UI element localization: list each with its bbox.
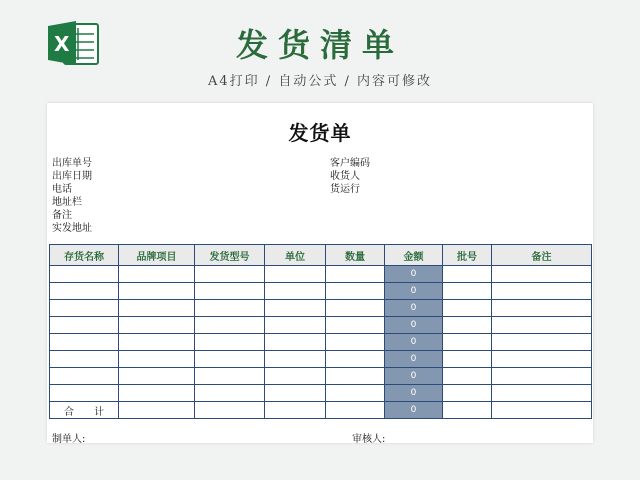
cell[interactable] (195, 283, 265, 300)
cell[interactable] (443, 385, 492, 402)
cell[interactable] (492, 300, 592, 317)
table-row (50, 385, 592, 402)
cell[interactable] (326, 283, 385, 300)
total-row (50, 402, 592, 419)
cell[interactable] (195, 317, 265, 334)
cell[interactable] (195, 385, 265, 402)
cell[interactable] (326, 385, 385, 402)
cell[interactable] (265, 385, 326, 402)
cell[interactable] (195, 300, 265, 317)
total-label: 合 计 (50, 402, 119, 419)
col-header: 数量 (326, 245, 385, 266)
cell[interactable] (492, 317, 592, 334)
cell[interactable] (492, 351, 592, 368)
table-row (50, 283, 592, 300)
banner-title: 发货清单 (235, 26, 404, 64)
col-header: 金额 (385, 245, 443, 266)
cell[interactable] (195, 266, 265, 283)
col-header: 品牌项目 (119, 245, 195, 266)
banner-subtitle: A4打印 / 自动公式 / 内容可修改 (208, 74, 432, 89)
cell[interactable] (119, 334, 195, 351)
cell[interactable] (326, 368, 385, 385)
cell[interactable] (195, 334, 265, 351)
document-title: 发货单 (288, 121, 352, 145)
reviewer-label: 审核人: (352, 434, 386, 445)
cell[interactable] (443, 334, 492, 351)
svg-text:X: X (54, 32, 70, 56)
amount-cell[interactable]: 0 (385, 368, 443, 385)
cell[interactable] (119, 317, 195, 334)
table-header-row (50, 245, 592, 266)
info-left (52, 157, 92, 235)
amount-cell[interactable]: 0 (385, 385, 443, 402)
cell[interactable] (326, 402, 385, 419)
cell[interactable] (443, 317, 492, 334)
cell[interactable] (50, 300, 119, 317)
cell[interactable] (443, 283, 492, 300)
info-receiver: 收货人 (330, 171, 360, 182)
shipping-table (49, 244, 592, 419)
cell[interactable] (119, 385, 195, 402)
cell[interactable] (492, 334, 592, 351)
amount-cell[interactable]: 0 (385, 300, 443, 317)
info-phone: 电话 (52, 184, 72, 195)
cell[interactable] (265, 283, 326, 300)
amount-cell[interactable]: 0 (385, 351, 443, 368)
cell[interactable] (119, 283, 195, 300)
cell[interactable] (443, 402, 492, 419)
cell[interactable] (443, 351, 492, 368)
cell[interactable] (119, 266, 195, 283)
info-order-no: 出库单号 (52, 158, 92, 169)
cell[interactable] (195, 368, 265, 385)
cell[interactable] (119, 300, 195, 317)
cell[interactable] (265, 266, 326, 283)
col-header: 批号 (443, 245, 492, 266)
cell[interactable] (50, 317, 119, 334)
col-header: 单位 (265, 245, 326, 266)
cell[interactable] (195, 402, 265, 419)
cell[interactable] (50, 385, 119, 402)
cell[interactable] (326, 317, 385, 334)
document-sheet (47, 103, 593, 443)
table-row (50, 266, 592, 283)
info-date: 出库日期 (52, 171, 92, 182)
cell[interactable] (326, 266, 385, 283)
cell[interactable] (265, 351, 326, 368)
cell[interactable] (195, 351, 265, 368)
info-remark: 备注 (52, 210, 72, 221)
col-header: 存货名称 (50, 245, 119, 266)
cell[interactable] (119, 351, 195, 368)
cell[interactable] (326, 300, 385, 317)
info-carrier: 货运行 (330, 184, 360, 195)
table-row (50, 351, 592, 368)
cell[interactable] (265, 368, 326, 385)
cell[interactable] (265, 334, 326, 351)
cell[interactable] (50, 334, 119, 351)
cell[interactable] (492, 368, 592, 385)
banner (0, 0, 640, 100)
col-header: 备注 (492, 245, 592, 266)
cell[interactable] (265, 300, 326, 317)
amount-cell[interactable]: 0 (385, 334, 443, 351)
cell[interactable] (50, 351, 119, 368)
cell[interactable] (265, 317, 326, 334)
amount-cell[interactable]: 0 (385, 266, 443, 283)
info-address: 地址栏 (52, 197, 82, 208)
total-amount-cell[interactable]: 0 (385, 402, 443, 419)
cell[interactable] (119, 368, 195, 385)
info-customer-code: 客户编码 (330, 158, 370, 169)
cell[interactable] (265, 402, 326, 419)
info-right (330, 157, 370, 196)
cell[interactable] (50, 266, 119, 283)
cell[interactable] (443, 368, 492, 385)
cell[interactable] (492, 402, 592, 419)
amount-cell[interactable]: 0 (385, 317, 443, 334)
maker-label: 制单人: (52, 434, 86, 445)
table-row (50, 334, 592, 351)
table-row (50, 368, 592, 385)
cell[interactable] (326, 334, 385, 351)
table-row (50, 317, 592, 334)
cell[interactable] (443, 300, 492, 317)
cell[interactable] (443, 266, 492, 283)
cell[interactable] (326, 351, 385, 368)
cell[interactable] (492, 283, 592, 300)
col-header: 发货型号 (195, 245, 265, 266)
table-row (50, 300, 592, 317)
cell[interactable] (119, 402, 195, 419)
cell[interactable] (492, 385, 592, 402)
cell[interactable] (50, 283, 119, 300)
amount-cell[interactable]: 0 (385, 283, 443, 300)
info-ship-address: 实发地址 (52, 223, 92, 234)
cell[interactable] (492, 266, 592, 283)
cell[interactable] (50, 368, 119, 385)
